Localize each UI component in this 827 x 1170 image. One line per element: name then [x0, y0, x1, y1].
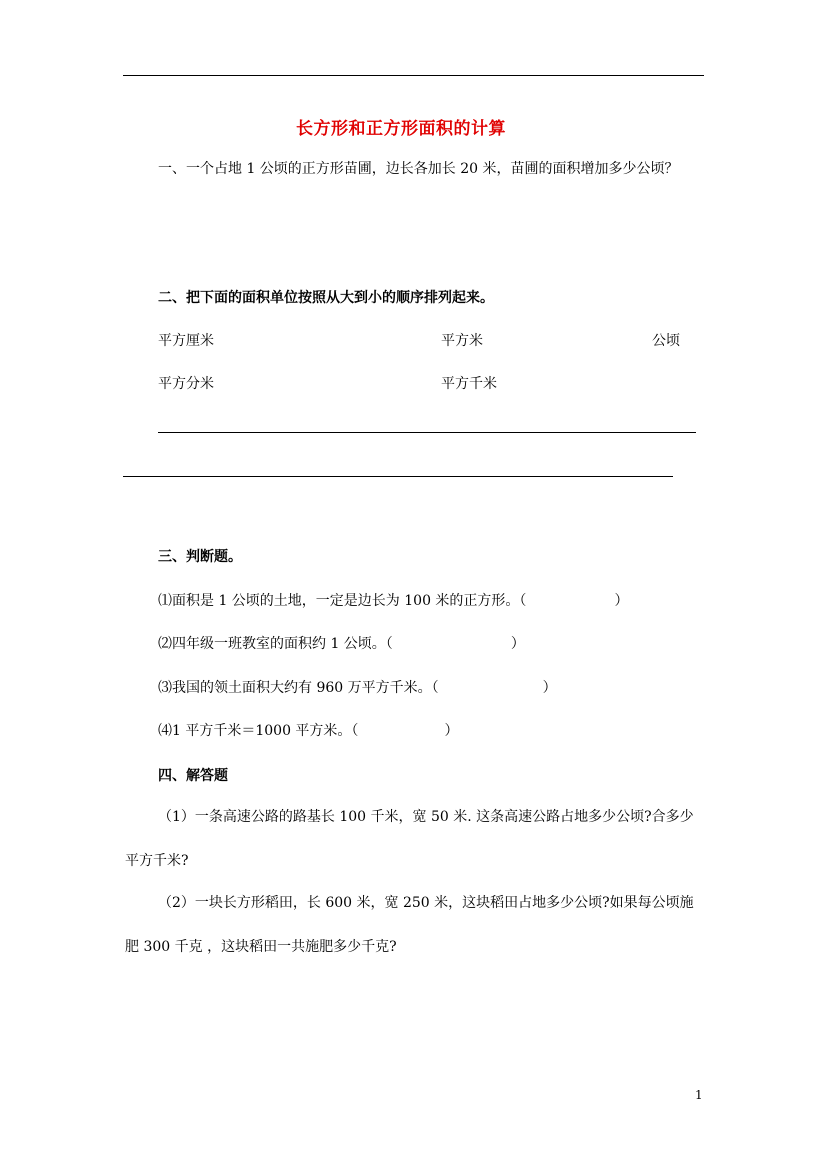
unit-hectare: 公顷: [652, 333, 680, 349]
judge-item-1-close: ）: [614, 593, 629, 609]
judge-item-1-text: ⑴面积是 1 公顷的土地，一定是边长为 100 米的正方形。（: [158, 593, 527, 609]
section-2-heading: 二、把下面的面积单位按照从大到小的顺序排列起来。: [158, 290, 494, 306]
judge-item-4-text: ⑷1 平方千米＝1000 平方米。（: [158, 723, 359, 739]
unit-square-kilometer: 平方千米: [441, 376, 497, 392]
unit-square-decimeter: 平方分米: [158, 376, 214, 392]
judge-item-1: [158, 590, 628, 610]
judge-item-3: [158, 677, 557, 697]
section-4-heading: 四、解答题: [158, 768, 228, 784]
question-4-1-line-2: 平方千米?: [125, 853, 189, 869]
section-3-heading: 三、判断题。: [158, 549, 242, 565]
unit-square-centimeter: 平方厘米: [158, 333, 214, 349]
page-number: 1: [695, 1088, 703, 1102]
answer-line-1: [158, 432, 696, 433]
judge-item-3-close: ）: [542, 680, 557, 696]
question-4-1-line-1: （1）一条高速公路的路基长 100 千米，宽 50 米. 这条高速公路占地多少公顷?合多少: [158, 809, 694, 825]
judge-item-3-text: ⑶我国的领土面积大约有 960 万平方千米。（: [158, 680, 439, 696]
judge-item-2: [158, 633, 525, 653]
top-rule: [123, 75, 704, 76]
judge-item-4: [158, 720, 458, 740]
judge-item-2-close: ）: [510, 636, 525, 652]
question-4-2-line-2: 肥 300 千克 ，这块稻田一共施肥多少千克?: [125, 939, 397, 955]
judge-item-2-text: ⑵四年级一班教室的面积约 1 公顷。（: [158, 636, 393, 652]
unit-square-meter: 平方米: [441, 333, 483, 349]
question-1: 一、一个占地 1 公顷的正方形苗圃，边长各加长 20 米，苗圃的面积增加多少公顷？: [158, 161, 679, 177]
judge-item-4-close: ）: [444, 723, 459, 739]
answer-line-2: [123, 476, 673, 477]
page-title: 长方形和正方形面积的计算: [296, 119, 506, 139]
question-4-2-line-1: （2）一块长方形稻田，长 600 米，宽 250 米，这块稻田占地多少公顷?如果每公顷施: [158, 895, 694, 911]
